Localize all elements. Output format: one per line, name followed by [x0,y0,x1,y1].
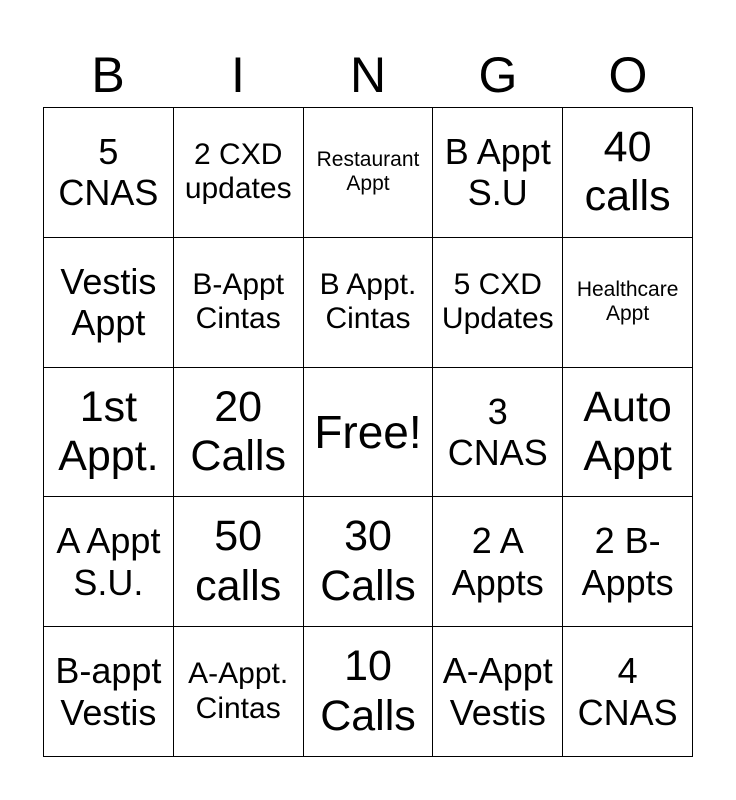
bingo-cell-label: Auto Appt [583,382,672,480]
bingo-cell-r1c3[interactable] [304,108,434,238]
bingo-cell-r4c2[interactable] [174,497,304,627]
header-letter-g: G [478,47,518,103]
bingo-cell-r4c5[interactable] [563,497,693,627]
bingo-cell-label: 5 CNAS [58,131,159,214]
bingo-cell-label: 20 Calls [190,382,286,480]
bingo-cell-r4c3[interactable] [304,497,434,627]
header-letter-o: O [608,47,648,103]
bingo-cell-r5c4[interactable] [433,627,563,757]
bingo-cell-r1c1[interactable] [44,108,174,238]
bingo-cell-r2c3[interactable] [304,238,434,368]
bingo-cell-label: 10 Calls [320,642,416,740]
bingo-cell-r3c2[interactable] [174,368,304,498]
bingo-cell-label: 2 B-Appts [581,520,674,603]
bingo-cell-label: 50 calls [195,512,282,610]
bingo-cell-label: Restaurant Appt [316,148,420,196]
bingo-cell-r2c5[interactable] [563,238,693,368]
bingo-cell-label: Healthcare Appt [576,278,679,326]
bingo-cell-label: 1st Appt. [58,382,159,480]
header-letter-b: B [91,47,125,103]
bingo-cell-r4c1[interactable] [44,497,174,627]
bingo-cell-r5c3[interactable] [304,627,434,757]
bingo-cell-label: B Appt S.U [444,131,551,214]
bingo-cell-r5c1[interactable] [44,627,174,757]
bingo-cell-label: A-Appt Vestis [442,650,553,733]
bingo-cell-r2c4[interactable] [433,238,563,368]
header-letter-n: N [349,47,387,103]
bingo-cell-r2c2[interactable] [174,238,304,368]
bingo-cell-r1c5[interactable] [563,108,693,238]
bingo-cell-label: B Appt. Cintas [319,267,417,336]
bingo-cell-label: B-appt Vestis [55,650,162,733]
header-letter-i: I [231,47,245,103]
bingo-cell-r5c2[interactable] [174,627,304,757]
bingo-cell-label: 4 CNAS [577,650,678,733]
bingo-cell-r3c1[interactable] [44,368,174,498]
bingo-cell-label: A Appt S.U. [56,520,161,603]
bingo-cell-r3c5[interactable] [563,368,693,498]
bingo-cell-label: 40 calls [584,122,671,221]
bingo-cell-r4c4[interactable] [433,497,563,627]
bingo-cell-r1c4[interactable] [433,108,563,238]
bingo-header [43,46,693,104]
bingo-cell-label: 3 CNAS [447,390,548,473]
bingo-cell-label: B-Appt Cintas [192,267,285,336]
bingo-cell-r1c2[interactable] [174,108,304,238]
bingo-cell-r5c5[interactable] [563,627,693,757]
bingo-cell-label: 30 Calls [320,512,416,610]
bingo-cell-r2c1[interactable] [44,238,174,368]
bingo-board [43,107,693,757]
bingo-cell-r3c4[interactable] [433,368,563,498]
bingo-cell-label: A-Appt. Cintas [188,657,289,725]
bingo-cell-label: 5 CXD Updates [441,267,554,336]
bingo-cell-label: 2 CXD updates [184,137,292,206]
bingo-cell-label: Free! [314,405,422,458]
bingo-cell-free[interactable] [304,368,434,498]
bingo-cell-label: Vestis Appt [60,260,157,344]
bingo-cell-label: 2 A Appts [451,520,544,603]
